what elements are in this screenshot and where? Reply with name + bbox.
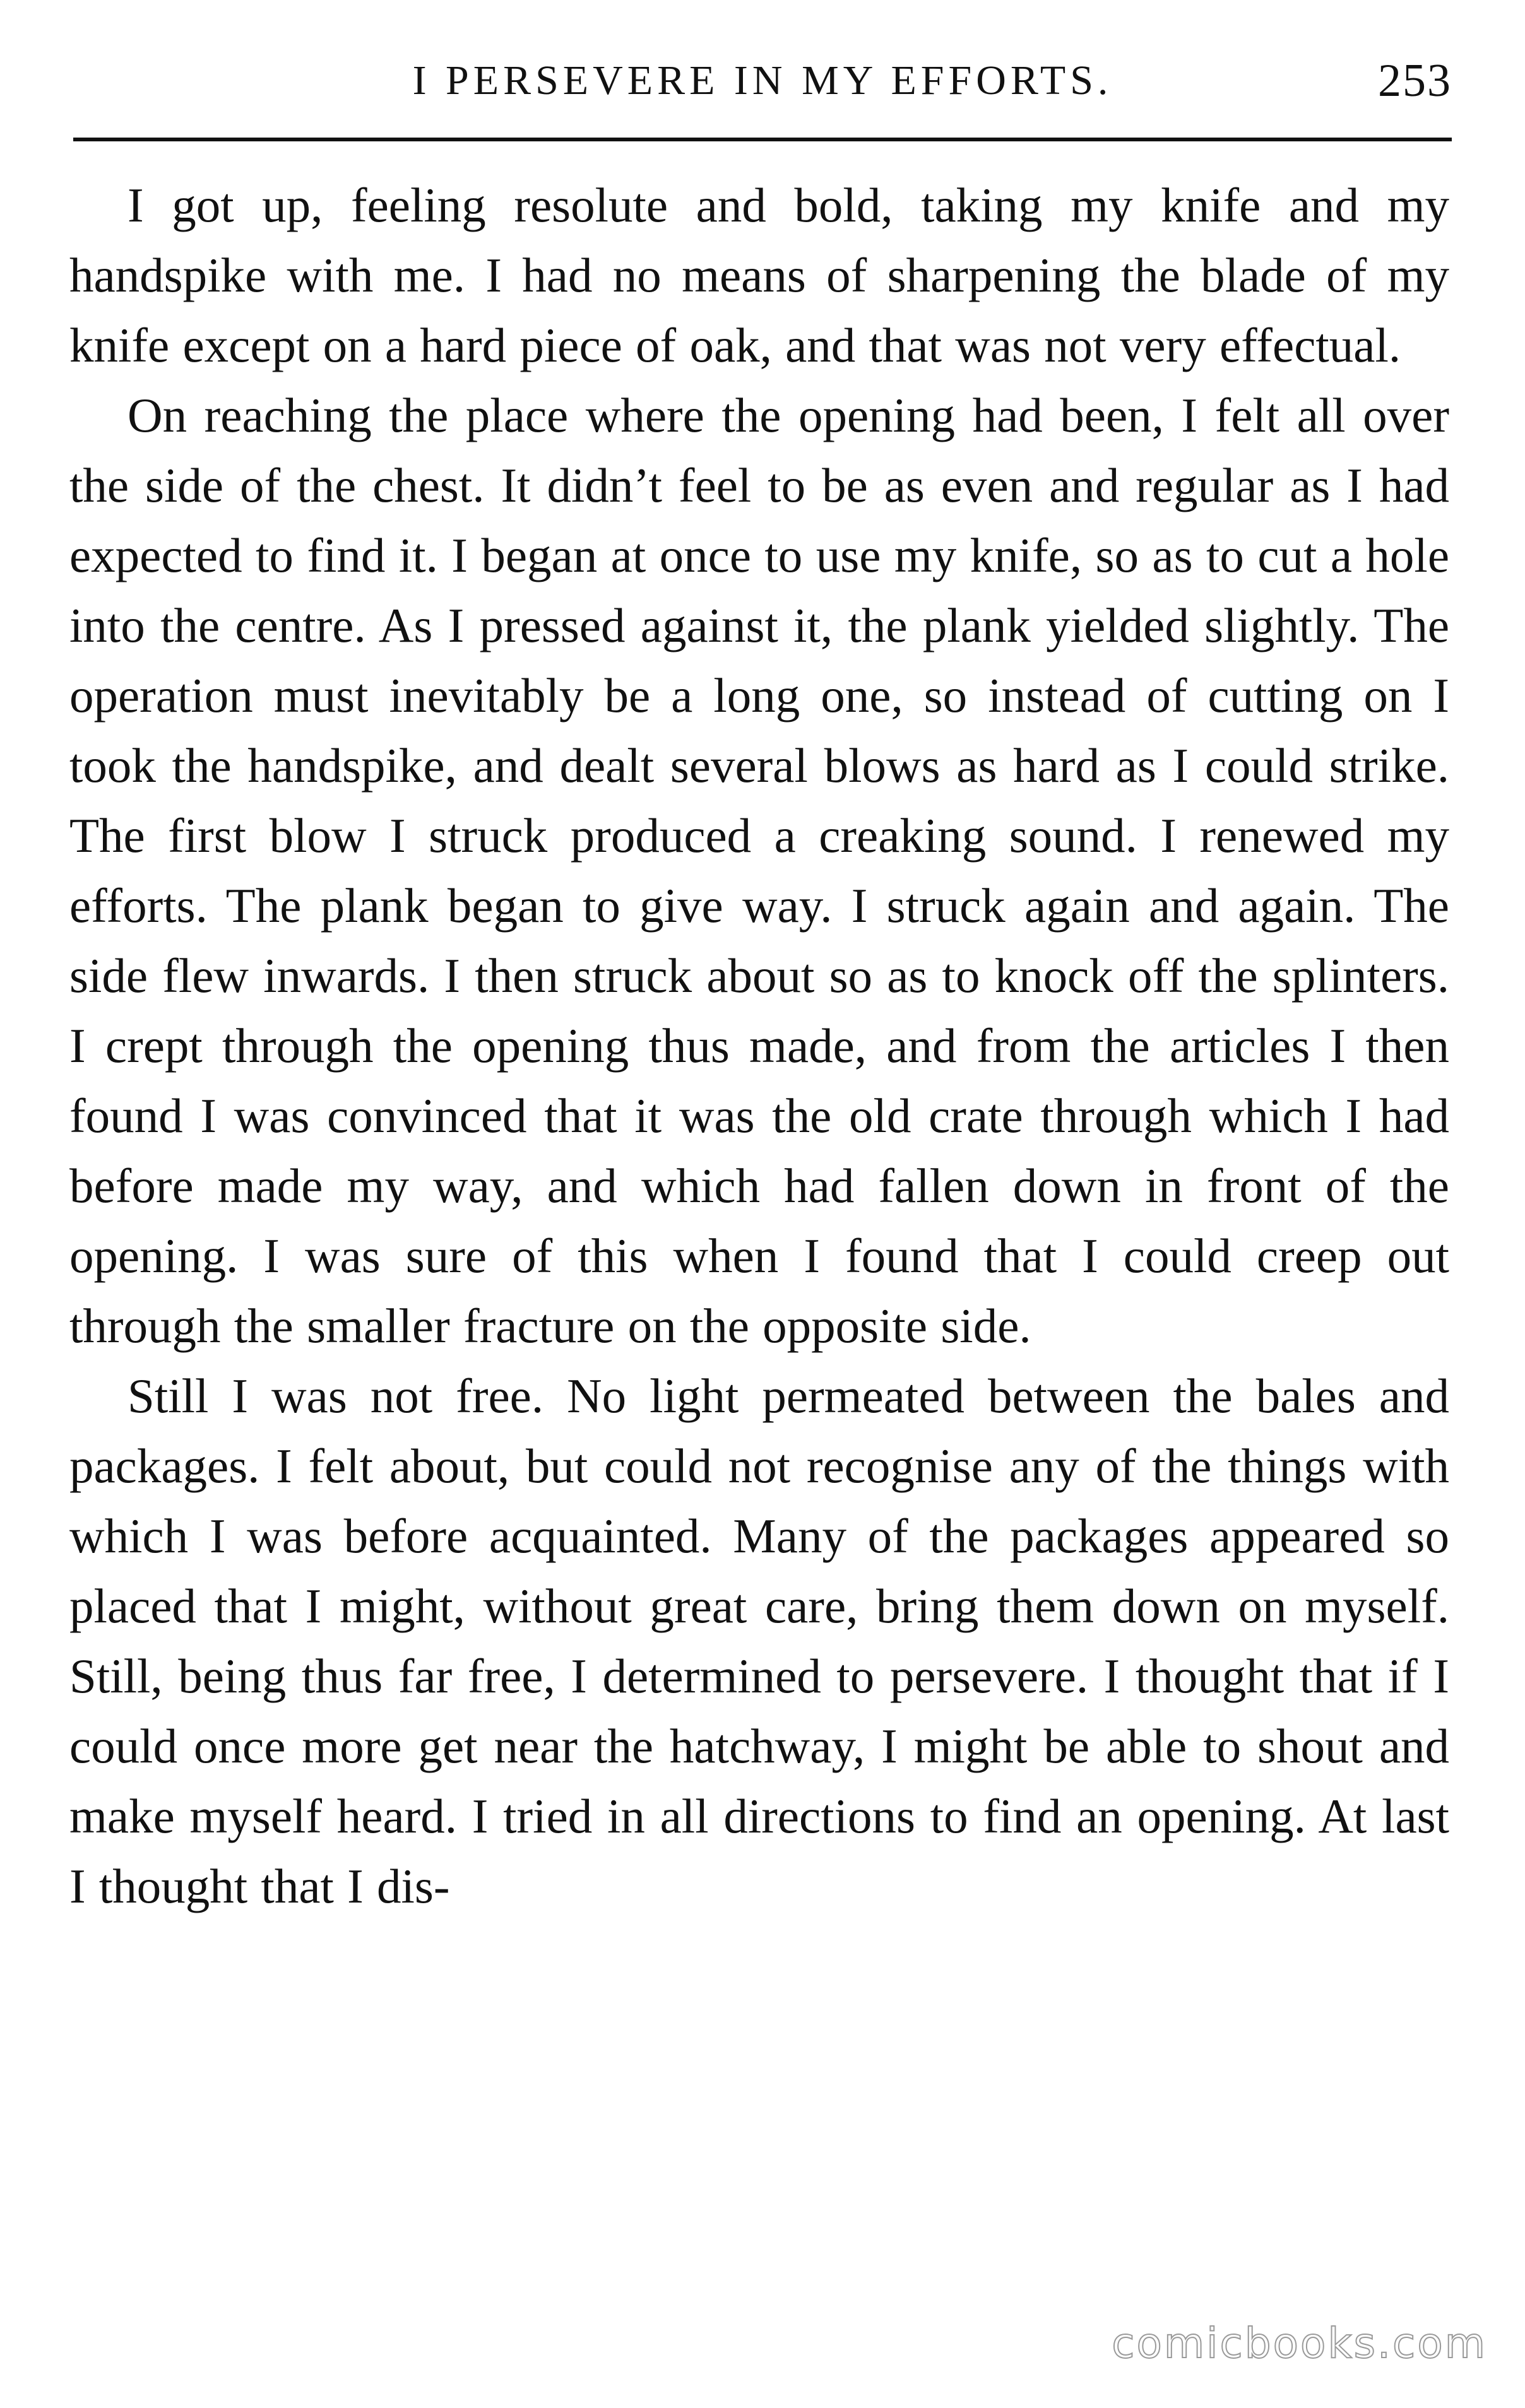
watermark: comicbooks.com (1112, 2319, 1487, 2368)
paragraph-3: Still I was not free. No light permeated between the bales and packages. I felt about, but could not recognise any of the things with which I was before acquainted. Many of the packages appeared so placed that I might, without great care, bring them down on myself. Still, being thus far free, I determined to persevere. I thought that if I could once more get near the hatchway, I might be able to shout and make myself heard. I tried in all directions to find an opening. At last I thought that I dis- (69, 1369, 1449, 1913)
body-text (69, 170, 1449, 1921)
header-rule (73, 138, 1452, 141)
page-number: 253 (1378, 55, 1452, 107)
paragraph-2: On reaching the place where the opening had been, I felt all over the side of the chest. It didn’t feel to be as even and regular as I had expected to find it. I began at once to use my knife, so as to cut a hole into the centre. As I pressed against it, the plank yielded slightly. The operation must inevitably be a long one, so instead of cutting on I took the handspike, and dealt several blows as hard as I could strike. The first blow I struck produced a creaking sound. I renewed my efforts. The plank began to give way. I struck again and again. The side flew inwards. I then struck about so as to knock off the splinters. I crept through the opening thus made, and from the articles I then found I was convinced that it was the old crate through which I had before made my way, and which had fallen down in front of the opening. I was sure of this when I found that I could creep out through the smaller fracture on the opposite side. (69, 388, 1449, 1353)
running-title: I PERSEVERE IN MY EFFORTS. (412, 57, 1113, 103)
paragraph-1: I got up, feeling resolute and bold, taking my knife and my handspike with me. I had no means of sharpening the blade of my knife except on a hard piece of oak, and that was not very effectual. (69, 178, 1449, 372)
running-head (73, 49, 1452, 112)
